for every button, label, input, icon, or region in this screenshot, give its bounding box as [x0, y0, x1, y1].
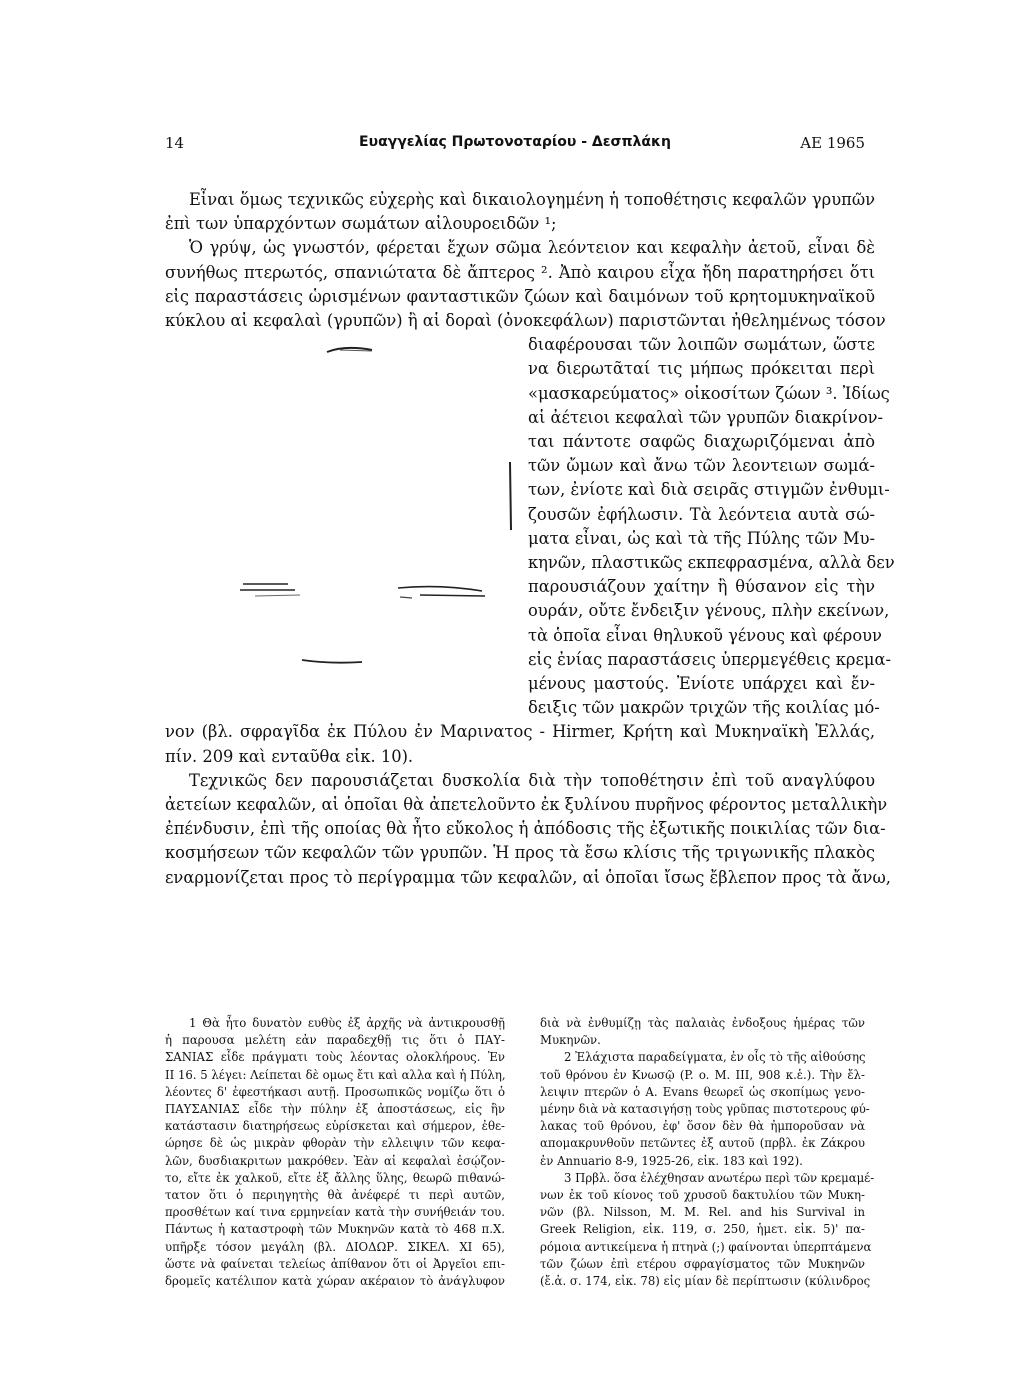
- footnote-line: κατάστασιν διατηρήσεως εὑρίσκεται καὶ σήμερον, ἐθε-: [165, 1119, 505, 1134]
- footnote-line: Greek Religion, εἰκ. 119, σ. 250, ἡμετ. εἰκ. 5)' πα-: [540, 1222, 865, 1237]
- body-line: κοσμήσεων τῶν κεφαλῶν τῶν γρυπῶν. Ἡ προς τὰ ἔσω κλίσις τῆς τριγωνικῆς πλακὸς: [165, 843, 875, 863]
- footnote-line: 1 Θὰ ἦτο δυνατὸν ευθὺς ἐξ ἀρχῆς νὰ ἀντικρουσθῇ: [189, 1016, 505, 1030]
- footnote-line: ὥστε νὰ φαίνεται τελείως ἀπίθανον ὅτι οἱ Ἀργεῖοι επι-: [165, 1256, 505, 1271]
- footnote-line: τατον ὅτι ὁ περιηγητὴς θὰ ἀνέφερέ τι περὶ αυτῶν,: [165, 1188, 505, 1203]
- article-body: [165, 188, 895, 890]
- body-line: των, ἐνίοτε καὶ διὰ σειρᾶς στιγμῶν ἐνθυμι-: [528, 480, 890, 500]
- footnote-line: Πάντως ἡ καταστροφὴ τῶν Μυκηνῶν κατὰ τὸ 468 π.Χ.: [165, 1222, 505, 1237]
- body-line: εἰς ἐνίας παραστάσεις ὑπερμεγέθεις κρεμα-: [528, 649, 891, 669]
- body-line: ἐπὶ των ὑπαρχόντων σωμάτων αἰλουροειδῶν ¹;: [165, 214, 557, 234]
- footnote-line: μένην διὰ νὰ κατασιγήσῃ τοὺς γρῦπας πιστοτερους φύ-: [540, 1102, 870, 1117]
- body-line: ἀετείων κεφαλῶν, αἱ ὁποῖαι θὰ ἀπετελοῦντο ἐκ ξυλίνου πυρῆνος φέροντος μεταλλικὴν: [165, 795, 888, 815]
- footnote-line: λακας τοῦ θρόνου, ἐφ' ὅσον δὲν θὰ ἠμποροῦσαν νὰ: [540, 1119, 865, 1134]
- body-line: εἰς παραστάσεις ὡρισμένων φανταστικῶν ζώων καὶ δαιμόνων τοῦ κρητομυκηναϊκοῦ: [165, 286, 875, 306]
- body-line: αἱ ἀέτειοι κεφαλαὶ τῶν γρυπῶν διακρίνον-: [528, 407, 884, 427]
- footnotes-left-column: [165, 1015, 505, 1290]
- body-line: ἐπένδυσιν, ἐπὶ τῆς οποίας θὰ ἦτο εὔκολος ἡ ἀπόδοσις τῆς ἐξωτικῆς ποικιλίας τῶν δια-: [165, 819, 886, 839]
- footnote-line: II 16. 5 λέγει: Λείπεται δὲ ομως ἔτι καὶ αλλα καὶ ἡ Πύλη,: [165, 1067, 506, 1082]
- body-line: εναρμονίζεται προς τὸ περίγραμμα τῶν κεφαλῶν, αἱ ὁποῖαι ἴσως ἔβλεπον προς τὰ ἄνω,: [165, 867, 891, 887]
- body-line: Τεχνικῶς δεν παρουσιάζεται δυσκολία διὰ τὴν τοποθέτησιν ἐπὶ τοῦ αναγλύφου: [189, 770, 875, 790]
- body-line: ματα εἶναι, ὡς καὶ τὰ τῆς Πύλης τῶν Μυ-: [528, 528, 875, 548]
- body-line: τὰ ὁποῖα εἶναι θηλυκοῦ γένους καὶ φέρουν: [528, 625, 882, 645]
- body-line: πίν. 209 καὶ ενταῦθα εἰκ. 10).: [165, 746, 414, 766]
- footnote-line: λέοντες δ' ἐφεστήκασι αυτῇ. Προσωπικῶς νομίζω ὅτι ὁ: [165, 1084, 505, 1099]
- footnotes-right-column: [540, 1015, 875, 1290]
- footnote-line: 3 Πρβλ. ὅσα ἐλέχθησαν ανωτέρω περὶ τῶν κρεμαμέ-: [564, 1170, 875, 1185]
- body-line: ται πάντοτε σαφῶς διαχωριζόμεναι ἀπὸ: [528, 432, 875, 452]
- body-line: δειξις τῶν μακρῶν τριχῶν τῆς κοιλίας μό-: [528, 698, 880, 718]
- body-line: μένους μαστούς. Ἐνίοτε υπάρχει καὶ ἔν-: [528, 674, 875, 694]
- footnote-line: ΣΑΝΙΑΣ εἶδε πράγματι τοὺς λέοντας ολοκλήρους. Ἐν: [165, 1050, 505, 1065]
- footnote-line: (ἔ.ἀ. σ. 174, εἰκ. 78) εἰς μίαν δὲ περίπτωσιν (κύλινδρος: [540, 1274, 871, 1289]
- body-line: συνήθως πτερωτός, σπανιώτατα δὲ ἄπτερος ². Ἀπὸ καιρου εἶχα ἤδη παρατηρήσει ὅτι: [165, 262, 875, 282]
- footnote-line: ΠΑΥΣΑΝΙΑΣ εἶδε τὴν πύλην ἐξ ἀποστάσεως, εἰς ἣν: [165, 1102, 505, 1117]
- footnote-line: λῶν, δυσδιακριτων μακρόθεν. Ἐὰν αἱ κεφαλαὶ ἐσῴζον-: [165, 1153, 505, 1168]
- body-line: παρουσιάζουν χαίτην ἢ θύσανον εἰς τὴν: [528, 577, 875, 597]
- footnote-line: λειψιν πτερῶν ὁ A. Evans θεωρεῖ ὡς σκοπίμως γενο-: [540, 1084, 865, 1099]
- footnote-line: Μυκηνῶν.: [540, 1033, 601, 1048]
- body-line: νον (βλ. σφραγῖδα ἐκ Πύλου ἐν Μαρινατος - Hirmer, Κρήτη καὶ Μυκηναϊκὴ Ἑλλάς,: [165, 722, 875, 742]
- body-line: κηνῶν, πλαστικῶς εκπεφρασμένα, αλλὰ δεν: [528, 553, 895, 573]
- footnote-line: ἡ παρουσα μελέτη εἀν παραδεχθῇ τις ὅτι ὁ ΠΑΥ-: [165, 1033, 505, 1048]
- body-line: διαφέρουσαι τῶν λοιπῶν σωμάτων, ὥστε: [528, 335, 875, 355]
- body-line: Εἶναι ὅμως τεχνικῶς εὐχερὴς καὶ δικαιολογημένη ἡ τοποθέτησις κεφαλῶν γρυπῶν: [189, 190, 875, 209]
- body-line: να διερωτᾶταί τις μήπως πρόκειται περὶ: [528, 359, 875, 379]
- body-line: Ὁ γρύψ, ὡς γνωστόν, φέρεται ἔχων σῶμα λεόντειον και κεφαλὴν ἀετοῦ, εἶναι δὲ: [189, 238, 875, 258]
- footnote-line: νῶν (βλ. Nilsson, M. M. Rel. and his Survival in: [540, 1205, 865, 1220]
- journal-year: ΑΕ 1965: [800, 134, 865, 152]
- footnote-line: νων ἐκ τοῦ κίονος τοῦ χρυσοῦ δακτυλίου τῶν Μυκη-: [540, 1188, 865, 1203]
- running-title: Ευαγγελίας Πρωτονοταρίου - Δεσπλάκη: [359, 134, 671, 150]
- footnote-line: προσθέτων καί τινα ερμηνείαν κατὰ τὴν συνήθειάν του.: [165, 1205, 505, 1220]
- footnote-line: ώρησε δὲ ὡς μικρὰν φθορὰν τὴν ελλειψιν τῶν κεφα-: [165, 1136, 505, 1151]
- footnote-line: διὰ νὰ ἐνθυμίζῃ τὰς παλαιὰς ἐνδοξους ἡμέρας τῶν: [540, 1016, 865, 1030]
- body-line: «μασκαρεύματος» οἰκοσίτων ζώων ³. Ἰδίως: [528, 383, 890, 403]
- body-line: τῶν ὤμων καὶ ἄνω τῶν λεοντειων σωμά-: [528, 456, 875, 476]
- footnote-line: υπῆρξε τόσον μεγάλη (βλ. ΔΙΟΔΩΡ. ΣΙΚΕΛ. XI 65),: [165, 1239, 505, 1254]
- footnote-line: ἐν Annuario 8-9, 1925-26, εἰκ. 183 καὶ 192).: [540, 1153, 803, 1168]
- footnote-line: 2 Ἐλάχιστα παραδείγματα, ἐν οἷς τὸ τῆς αἰθούσης: [564, 1050, 866, 1065]
- body-line: ουράν, οὔτε ἔνδειξιν γένους, πλὴν εκείνων,: [528, 601, 890, 621]
- footnote-line: δρομεῖς κατέλιπον κατὰ χώραν ακέραιον τὸ ἀνάγλυφον: [165, 1274, 505, 1289]
- page-number: 14: [165, 134, 185, 152]
- footnote-line: ρόμοια αντικείμενα ἡ πτηνὰ (;) φαίνονται ὑπερπτάμενα: [540, 1239, 872, 1254]
- footnote-line: τοῦ θρόνου ἐν Κνωσῷ (P. o. M. III, 908 κ.ἑ.). Τὴν ἔλ-: [540, 1067, 865, 1082]
- footnote-line: το, εἴτε ἐκ χαλκοῦ, εἴτε ἐξ ἄλλης ὕλης, θεωρῶ πιθανώ-: [165, 1170, 505, 1185]
- body-line: ζουσῶν ἐφήλωσιν. Τὰ λεόντεια αυτὰ σώ-: [528, 504, 875, 524]
- body-line: κύκλου αἱ κεφαλαὶ (γρυπῶν) ἢ αἱ δοραὶ (ὀνοκεφάλων) παριστῶνται ἠθελημένως τόσον: [165, 311, 886, 331]
- footnote-line: απομακρυνθοῦν πετῶντες ἐξ αυτοῦ (πρβλ. ἐκ Ζάκρου: [540, 1136, 865, 1151]
- footnote-line: τῶν ζώων ἐπὶ ετέρου σφραγίσματος τῶν Μυκηνῶν: [540, 1256, 865, 1271]
